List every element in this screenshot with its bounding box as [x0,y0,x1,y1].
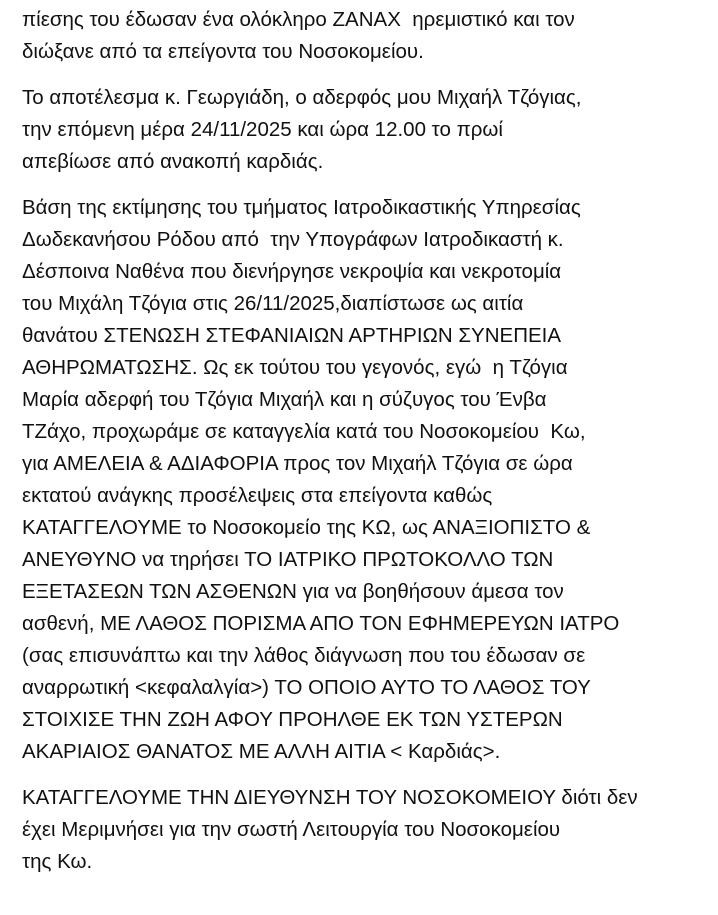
text-line: ΕΞΕΤΑΣΕΩΝ ΤΩΝ ΑΣΘΕΝΩΝ για να βοηθήσουν άμεσα τον [22,580,564,603]
text-line: (σας επισυνάπτω και την λάθος διάγνωση που του έδωσαν σε [22,644,586,667]
paragraph-1 [22,4,712,68]
paragraph-2 [22,82,712,178]
text-line: ΑΘΗΡΩΜΑΤΩΣΗΣ. Ως εκ τούτου του γεγονός, εγώ η Τζόγια [22,356,568,379]
text-line: θανάτου ΣΤΕΝΩΣΗ ΣΤΕΦΑΝΙΑΙΩΝ ΑΡΤΗΡΙΩΝ ΣΥΝΕΠΕΙΑ [22,324,562,347]
text-line: του Μιχάλη Τζόγια στις 26/11/2025,διαπίστωσε ως αιτία [22,292,524,315]
text-line: απεβίωσε από ανακοπή καρδιάς. [22,150,324,173]
text-line: έχει Μεριμνήσει για την σωστή Λειτουργία του Νοσοκομείου [22,818,561,841]
text-line: Δωδεκανήσου Ρόδου από την Υπογράφων Ιατροδικαστή κ. [22,228,564,251]
text-line: ΣΤΟΙΧΙΣΕ ΤΗΝ ΖΩΗ ΑΦΟΥ ΠΡΟΗΛΘΕ ΕΚ ΤΩΝ ΥΣΤΕΡΩΝ [22,708,563,731]
text-line: αναρρωτική <κεφαλαλγία>) ΤΟ ΟΠΟΙΟ ΑΥΤΟ ΤΟ ΛΑΘΟΣ ΤΟΥ [22,676,591,699]
text-line: ΤΖάχο, προχωράμε σε καταγγελία κατά του Νοσοκομείου Κω, [22,420,586,443]
text-line: Το αποτέλεσμα κ. Γεωργιάδη, ο αδερφός μου Μιχαήλ Τζόγιας, [22,86,582,109]
text-line: για ΑΜΕΛΕΙΑ & ΑΔΙΑΦΟΡΙΑ προς τον Μιχαήλ Τζόγια σε ώρα [22,452,573,475]
text-line: ΚΑΤΑΓΓΕΛΟΥΜΕ το Νοσοκομείο της ΚΩ, ως ΑΝΑΞΙΟΠΙΣΤΟ & [22,516,591,539]
text-line: Μαρία αδερφή του Τζόγια Μιχαήλ και η σύζυγος του Ένβα [22,388,547,411]
paragraph-4 [22,782,712,878]
text-line: ΚΑΤΑΓΓΕΛΟΥΜΕ ΤΗΝ ΔΙΕΥΘΥΝΣΗ ΤΟΥ ΝΟΣΟΚΟΜΕΙΟΥ διότι δεν [22,786,638,809]
text-line: πίεσης του έδωσαν ένα ολόκληρο ΖΑΝΑΧ ηρεμιστικό και τον [22,8,575,31]
text-line: Βάση της εκτίμησης του τμήματος Ιατροδικαστικής Υπηρεσίας [22,196,581,219]
text-line: την επόμενη μέρα 24/11/2025 και ώρα 12.00 το πρωί [22,118,503,141]
text-line: διώξανε από τα επείγοντα του Νοσοκομείου. [22,40,424,63]
paragraph-3 [22,192,712,768]
text-line: ασθενή, ΜΕ ΛΑΘΟΣ ΠΟΡΙΣΜΑ ΑΠΟ ΤΟΝ ΕΦΗΜΕΡΕΥΩΝ ΙΑΤΡΟ [22,612,620,635]
text-line: της Κω. [22,850,93,873]
text-line: εκτατού ανάγκης προσέλεψεις στα επείγοντα καθώς [22,484,493,507]
text-line: ΑΝΕΥΘΥΝΟ να τηρήσει ΤΟ ΙΑΤΡΙΚΟ ΠΡΩΤΟΚΟΛΛΟ ΤΩΝ [22,548,554,571]
text-line: ΑΚΑΡΙΑΙΟΣ ΘΑΝΑΤΟΣ ΜΕ ΑΛΛΗ ΑΙΤΙΑ < Καρδιάς>. [22,740,501,763]
text-line: Δέσποινα Ναθένα που διενήργησε νεκροψία και νεκροτομία [22,260,562,283]
document-body [22,4,712,892]
